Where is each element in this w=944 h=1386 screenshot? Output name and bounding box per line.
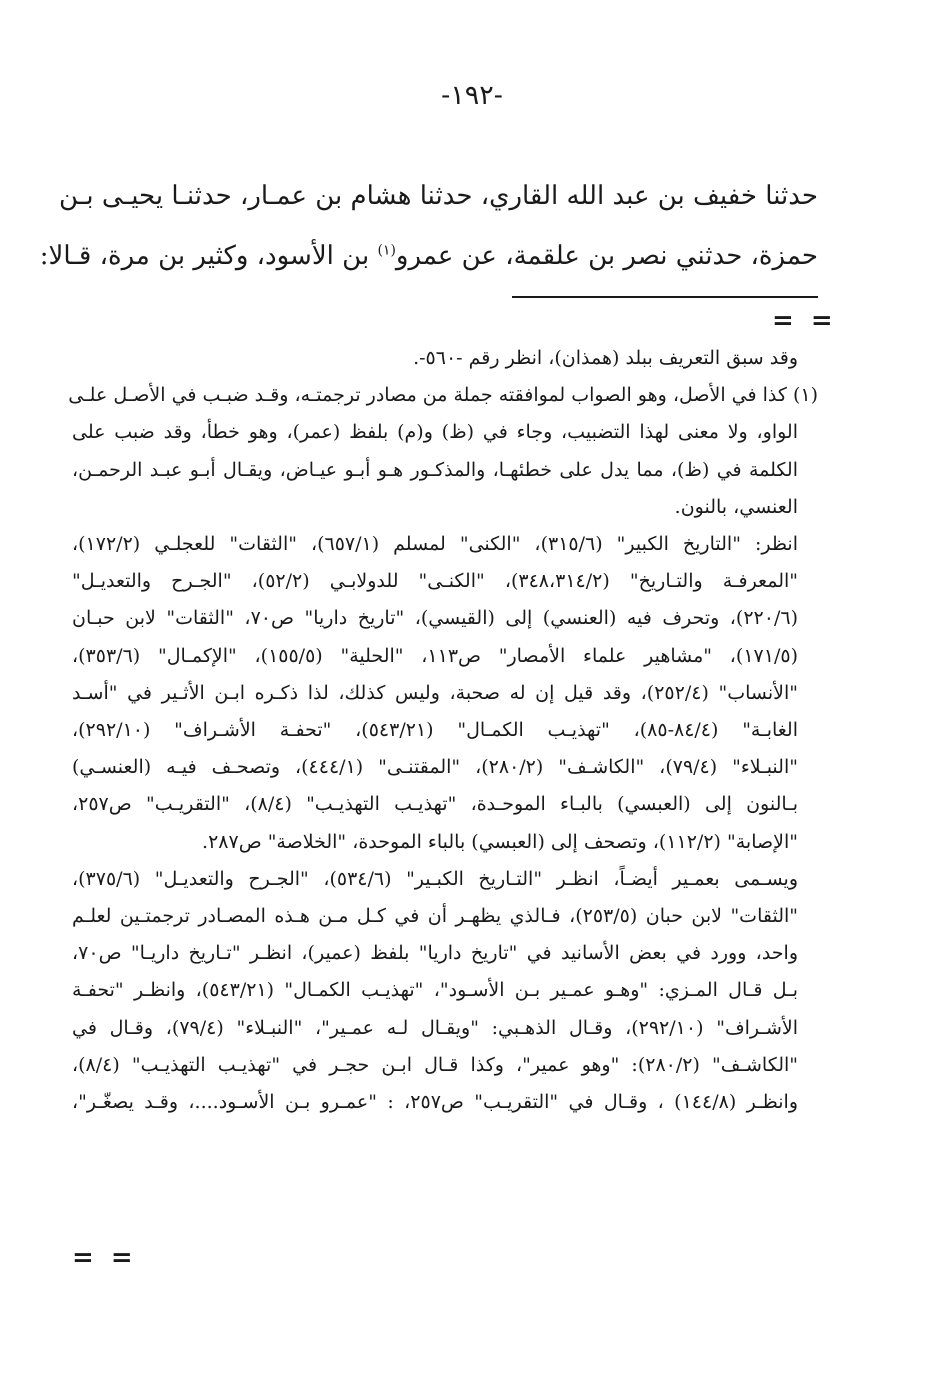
footnote-line: "الكاشـف" (٢٨٠/٢): "وهو عمير"، وكذا قـال ابـن حجـر في "تهذيـب التهذيـب" (٨/٤)، — [72, 1053, 799, 1076]
footnote-reference: (١) — [377, 242, 396, 259]
footnote-line: وانظـر (١٤٤/٨) ، وقـال في "التقريـب" ص٢٥٧، : "عمـرو بـن الأسـود....، وقـد يصغّـر"، — [72, 1091, 798, 1114]
footnote-line: بـل قـال المـزي: "وهـو عمـير بـن الأسـود"، "تهذيـب الكمـال" (٥٤٣/٢١)، وانظـر "تحفـة — [72, 979, 798, 1002]
footnote-line: "المعرفـة والتـاريخ" (٣٤٨،٣١٤/٢)، "الكنـى" للدولابـي (٥٢/٢)، "الجـرح والتعديـل" — [72, 570, 799, 593]
main-text-line-2 — [39, 226, 818, 286]
continuation-mark-bottom: = = — [72, 1243, 137, 1273]
footnote-line: (٢٢٠/٦)، وتحرف فيه (العنسي) إلى (القيسي)، "تاريخ داريا" ص٧٠، "الثقات" لابن حبـان — [72, 607, 798, 630]
footnote-line: وقد سبق التعريف ببلد (همذان)، انظر رقم -٥٦٠-. — [413, 347, 798, 369]
footnote-line: ويسـمى بعمـير أيضـاً، انظـر "التـاريخ الكبـير" (٥٣٤/٦)، "الجـرح والتعديـل" (٣٧٥/٦)، — [72, 867, 798, 890]
footnote-line: بـالنون إلى (العبسي) بالبـاء الموحـدة، "تهذيـب التهذيـب" (٨/٤)، "التقريـب" ص٢٥٧، — [72, 793, 799, 816]
footnote-line: الغابـة" (٨٤/٤-٨٥)، "تهذيـب الكمـال" (٥٤٣/٢١)، "تحفـة الأشـراف" (٢٩٢/١٠)، — [72, 719, 799, 742]
footnote-separator — [512, 296, 818, 298]
footnote-line: العنسي، بالنون. — [674, 495, 798, 518]
footnote-line: "الأنساب" (٢٥٢/٤)، وقد قيل إن له صحبة، وليس كذلك، لذا ذكـره ابـن الأثـير في "أسـد — [72, 681, 798, 704]
main-text-line-2-part-2: بن الأسود، وكثير بن مرة، قـالا: — [39, 241, 378, 271]
main-text — [39, 166, 818, 286]
footnote-line: (١) كذا في الأصل، وهو الصواب لموافقته جملة من مصادر ترجمتـه، وقـد ضبـب في الأصـل علـى — [68, 384, 818, 407]
footnote-line: انظر: "التاريخ الكبير" (٣١٥/٦)، "الكنى" لمسلم (٦٥٧/١)، "الثقات" للعجلـي (١٧٢/٢)، — [72, 533, 798, 556]
footnote-line: (١٧١/٥)، "مشاهير علماء الأمصار" ص١١٣، "الحلية" (١٥٥/٥)، "الإكمـال" (٣٥٣/٦)، — [72, 644, 798, 667]
footnote-line: "النبـلاء" (٧٩/٤)، "الكاشـف" (٢٨٠/٢)، "المقتنـى" (٤٤٤/١)، وتصحـف فيـه (العنسـي) — [72, 756, 798, 779]
page-number: -١٩٢- — [441, 80, 503, 111]
footnote-line: "الثقات" لابن حبان (٢٥٣/٥)، فـالذي يظهـر أن في كـل مـن هـذه المصـادر ترجمتـين لعلـم — [72, 905, 799, 928]
main-text-line-1: حدثنا خفيف بن عبد الله القاري، حدثنا هشام بن عمـار، حدثنـا يحيـى بـن — [59, 181, 818, 211]
footnote-line: الواو، ولا معنى لهذا التضبيب، وجاء في (ظ) و(م) بلفظ (عمر)، وهو خطأ، وقد ضبب على — [72, 421, 798, 444]
footnote-line: واحد، وورد في بعض الأسانيد في "تاريخ داريا" بلفظ (عمير)، انظـر "تـاريخ داريـا" ص٧٠، — [72, 942, 798, 965]
footnote-line: الأشـراف" (٢٩٢/١٠)، وقـال الذهـبي: "ويقـال لـه عمـير"، "النبـلاء" (٧٩/٤)، وقـال في — [72, 1016, 798, 1039]
continuation-mark-top: = = — [772, 306, 837, 336]
footnote-line: الكلمة في (ظ)، مما يدل على خطئهـا، والمذكـور هـو أبـو عيـاض، ويقـال أبـو عبـد الرحمـن، — [72, 458, 798, 481]
main-text-line-2-part-1: حمزة، حدثني نصر بن علقمة، عن عمرو — [395, 241, 818, 271]
footnotes — [68, 340, 818, 1121]
footnote-line: "الإصابة" (١١٢/٢)، وتصحف إلى (العبسي) بالباء الموحدة، "الخلاصة" ص٢٨٧. — [202, 830, 798, 853]
